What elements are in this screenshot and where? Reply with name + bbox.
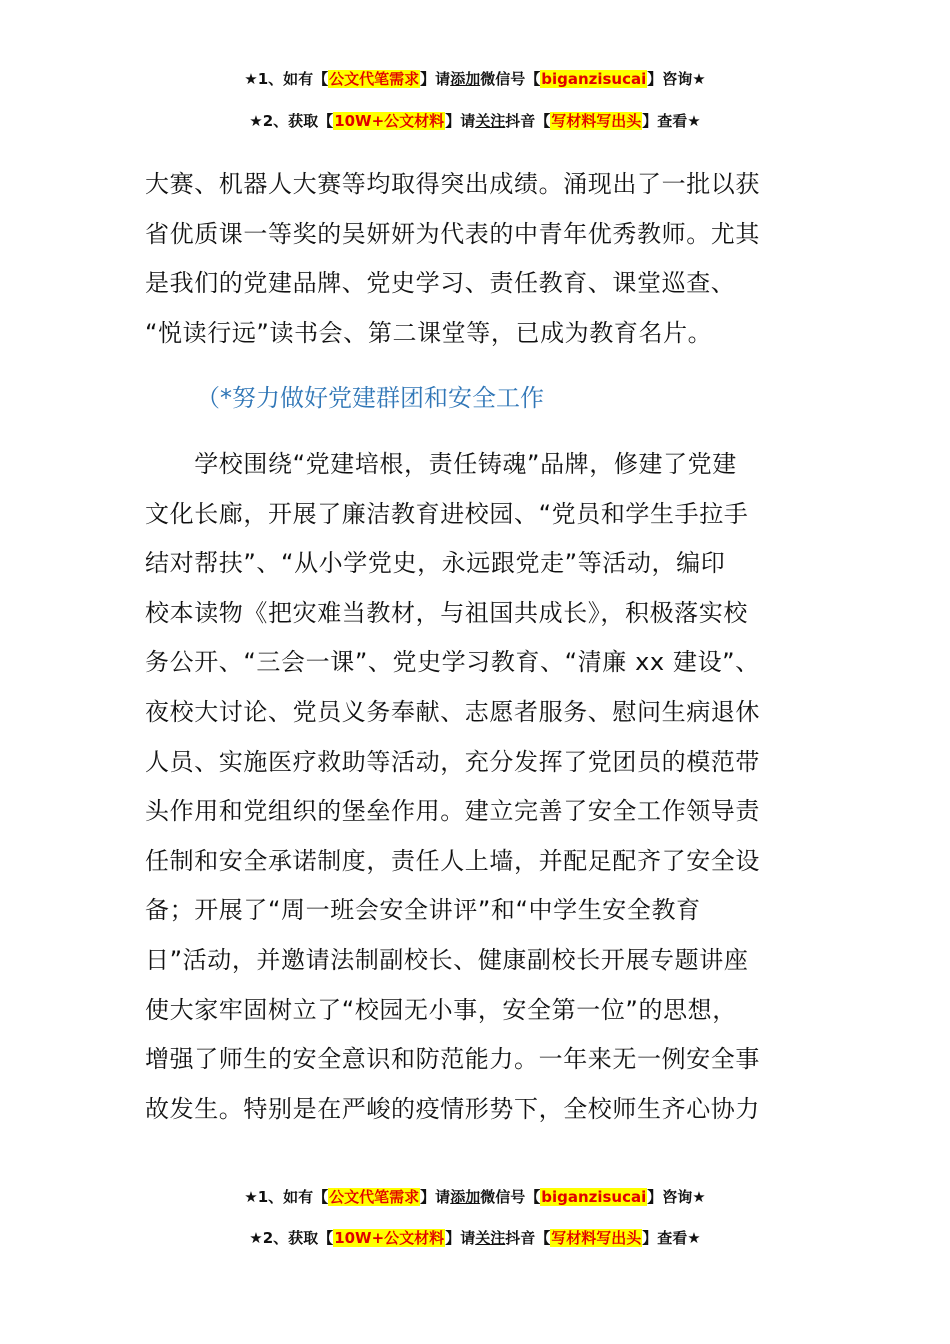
banner-prefix: ★2、获取【 <box>249 112 334 130</box>
header-banner-line2 <box>0 110 950 132</box>
banner-highlight: 写材料写出头 <box>551 112 642 130</box>
banner-highlight: 10W+公文材料 <box>334 1229 445 1247</box>
banner-underlined: 添加 <box>450 70 481 88</box>
banner-text: 抖音【 <box>505 1229 551 1247</box>
banner-suffix: 】查看★ <box>642 1229 701 1247</box>
banner-prefix: ★1、如有【 <box>244 1188 329 1206</box>
banner-highlight: biganzisucai <box>541 1188 647 1206</box>
banner-prefix: ★1、如有【 <box>244 70 329 88</box>
footer-banner-line2 <box>0 1227 950 1249</box>
banner-highlight: 公文代笔需求 <box>329 1188 420 1206</box>
header-banner-line1 <box>0 68 950 90</box>
text-line: 夜校大讨论、党员义务奉献、志愿者服务、慰问生病退休 <box>145 697 760 726</box>
section-heading: （*努力做好党建群团和安全工作 <box>196 384 544 412</box>
banner-highlight: 10W+公文材料 <box>334 112 445 130</box>
footer-banner-line1 <box>0 1186 950 1208</box>
banner-text: 】请 <box>420 1188 451 1206</box>
text-line: 人员、实施医疗救助等活动，充分发挥了党团员的模范带 <box>145 747 760 776</box>
text-line: 大赛、机器人大赛等均取得突出成绩。涌现出了一批以获 <box>145 170 760 198</box>
banner-highlight: biganzisucai <box>541 70 647 88</box>
banner-suffix: 】咨询★ <box>647 1188 706 1206</box>
banner-suffix: 】查看★ <box>642 112 701 130</box>
text-line: 头作用和党组织的堡垒作用。建立完善了安全工作领导责 <box>145 797 760 826</box>
text-line: 增强了师生的安全意识和防范能力。一年来无一例安全事 <box>145 1045 760 1074</box>
banner-underlined: 关注 <box>475 112 506 130</box>
paragraph-1 <box>145 160 825 358</box>
paragraph-2 <box>145 440 825 1134</box>
text-line: 学校围绕“党建培根，责任铸魂”品牌，修建了党建 <box>145 450 737 478</box>
banner-suffix: 】咨询★ <box>647 70 706 88</box>
text-line: 是我们的党建品牌、党史学习、责任教育、课堂巡查、 <box>145 269 736 298</box>
text-line: 务公开、“三会一课”、党史学习教育、“清廉 xx 建设”、 <box>145 648 760 677</box>
text-line: 使大家牢固树立了“校园无小事，安全第一位”的思想， <box>145 995 737 1024</box>
text-line: 备；开展了“周一班会安全讲评”和“中学生安全教育 <box>145 896 701 925</box>
text-line: “悦读行远”读书会、第二课堂等，已成为教育名片。 <box>145 318 713 347</box>
banner-text: 】请 <box>420 70 451 88</box>
banner-text: 】请 <box>445 1229 476 1247</box>
banner-underlined: 添加 <box>450 1188 481 1206</box>
text-line: 故发生。特别是在严峻的疫情形势下，全校师生齐心协力 <box>145 1094 760 1123</box>
text-line: 任制和安全承诺制度，责任人上墙，并配足配齐了安全设 <box>145 846 760 875</box>
banner-text: 微信号【 <box>480 1188 541 1206</box>
text-line: 校本读物《把灾难当教材，与祖国共成长》，积极落实校 <box>145 598 748 627</box>
banner-highlight: 公文代笔需求 <box>329 70 420 88</box>
text-line: 省优质课一等奖的吴妍妍为代表的中青年优秀教师。尤其 <box>145 219 760 248</box>
text-line: 日”活动，并邀请法制副校长、健康副校长开展专题讲座 <box>145 945 749 974</box>
banner-text: 抖音【 <box>505 112 551 130</box>
text-line: 结对帮扶”、“从小学党史，永远跟党走”等活动，编印 <box>145 549 726 578</box>
banner-prefix: ★2、获取【 <box>249 1229 334 1247</box>
banner-text: 微信号【 <box>480 70 541 88</box>
text-line: 文化长廊，开展了廉洁教育进校园、“党员和学生手拉手 <box>145 499 749 528</box>
banner-text: 】请 <box>445 112 476 130</box>
banner-underlined: 关注 <box>475 1229 506 1247</box>
banner-highlight: 写材料写出头 <box>551 1229 642 1247</box>
